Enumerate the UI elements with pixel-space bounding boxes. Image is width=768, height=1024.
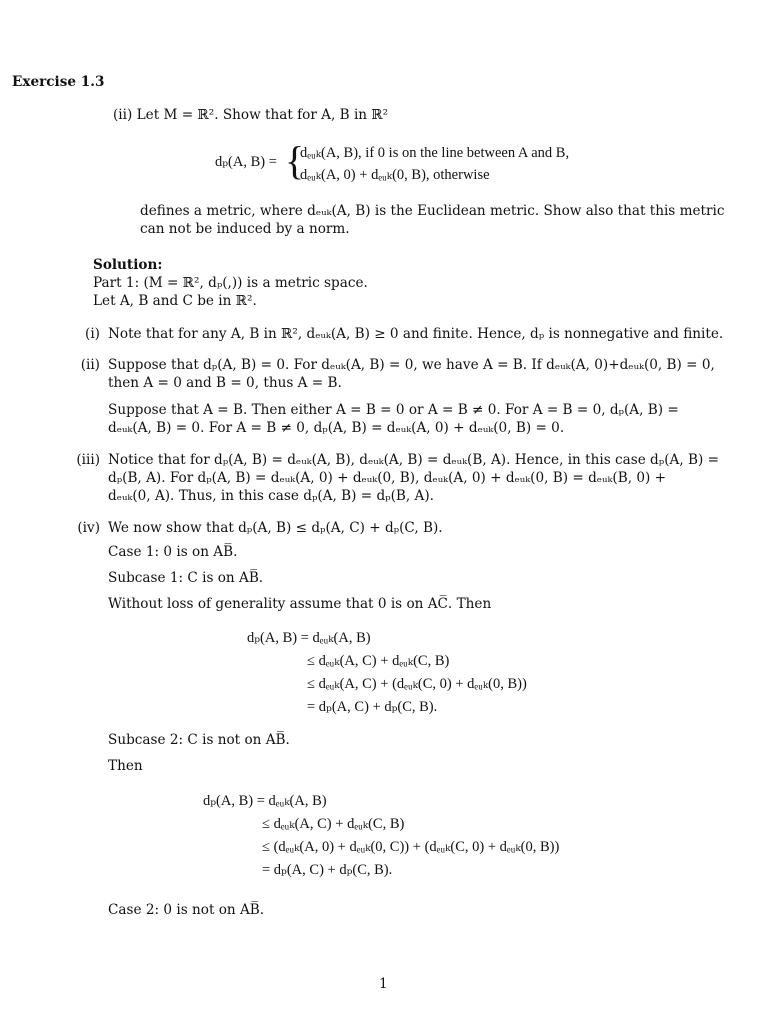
solution-title: Solution: [93,257,163,273]
item-line: dₑᵤₖ(0, A). Thus, in this case dₚ(A, B) = dₚ(B, A). [108,488,434,504]
equation-1-line-4: = dₚ(A, C) + dₚ(C, B). [307,699,438,715]
left-brace: { [285,138,305,183]
item-line: then A = 0 and B = 0, thus A = B. [108,375,342,391]
item-number: (ii) [80,357,100,373]
wlog-line: Without loss of generality assume that 0 is on AC̅. Then [108,596,492,612]
item-number: (i) [85,326,100,342]
solution-let: Let A, B and C be in ℝ². [93,293,257,309]
definition-lhs: dₚ(A, B) = [215,154,277,170]
equation-1-line-2: ≤ dₑᵤₖ(A, C) + dₑᵤₖ(C, B) [307,653,450,669]
then-line: Then [108,758,143,774]
item-line: Note that for any A, B in ℝ², dₑᵤₖ(A, B) ≥ 0 and finite. Hence, dₚ is nonnegative and finite. [108,326,724,342]
page-number: 1 [379,976,388,992]
item-line: dₚ(B, A). For dₚ(A, B) = dₑᵤₖ(A, 0) + dₑᵤₖ(0, B), dₑᵤₖ(A, 0) + dₑᵤₖ(0, B) = dₑᵤₖ(B, 0) + [108,470,667,486]
problem-statement-text: Let M = ℝ². Show that for A, B in ℝ² [136,107,389,123]
item-line: dₑᵤₖ(A, B) = 0. For A = B ≠ 0, dₚ(A, B) = dₑᵤₖ(A, 0) + dₑᵤₖ(0, B) = 0. [108,420,565,436]
subcase-1: Subcase 1: C is on AB̅. [108,570,264,586]
subcase-2: Subcase 2: C is not on AB̅. [108,732,290,748]
item-number: (iv) [77,520,100,536]
exercise-heading: Exercise 1.3 [12,74,105,90]
equation-2-line-3: ≤ (dₑᵤₖ(A, 0) + dₑᵤₖ(0, C)) + (dₑᵤₖ(C, 0) + dₑᵤₖ(0, B)) [262,839,560,855]
definition-case-2: dₑᵤₖ(A, 0) + dₑᵤₖ(0, B), otherwise [300,167,490,183]
problem-item-number: (ii) [113,107,133,123]
problem-after-line-2: can not be induced by a norm. [140,221,350,237]
case-1: Case 1: 0 is on AB̅. [108,544,238,560]
item-line: Suppose that dₚ(A, B) = 0. For dₑᵤₖ(A, B) = 0, we have A = B. If dₑᵤₖ(A, 0)+dₑᵤₖ(0, B) = 0, [108,357,715,373]
equation-1-line-3: ≤ dₑᵤₖ(A, C) + (dₑᵤₖ(C, 0) + dₑᵤₖ(0, B)) [307,676,527,692]
problem-statement [113,106,388,125]
problem-after-line-1: defines a metric, where dₑᵤₖ(A, B) is the Euclidean metric. Show also that this metric [140,203,725,219]
equation-1-line-1: dₚ(A, B) = dₑᵤₖ(A, B) [247,630,371,646]
solution-part1: Part 1: (M = ℝ², dₚ(,)) is a metric space. [93,275,368,291]
item-line: Notice that for dₚ(A, B) = dₑᵤₖ(A, B), dₑᵤₖ(A, B) = dₑᵤₖ(B, A). Hence, in this case dₚ(A, B) = [108,452,719,468]
equation-2-line-4: = dₚ(A, C) + dₚ(C, B). [262,862,393,878]
equation-2-line-1: dₚ(A, B) = dₑᵤₖ(A, B) [203,793,327,809]
item-line: Suppose that A = B. Then either A = B = 0 or A = B ≠ 0. For A = B = 0, dₚ(A, B) = [108,402,679,418]
item-line: We now show that dₚ(A, B) ≤ dₚ(A, C) + dₚ(C, B). [108,520,443,536]
equation-2-line-2: ≤ dₑᵤₖ(A, C) + dₑᵤₖ(C, B) [262,816,405,832]
case-2: Case 2: 0 is not on AB̅. [108,902,265,918]
item-number: (iii) [76,452,100,468]
definition-case-1: dₑᵤₖ(A, B), if 0 is on the line between A and B, [300,145,570,161]
